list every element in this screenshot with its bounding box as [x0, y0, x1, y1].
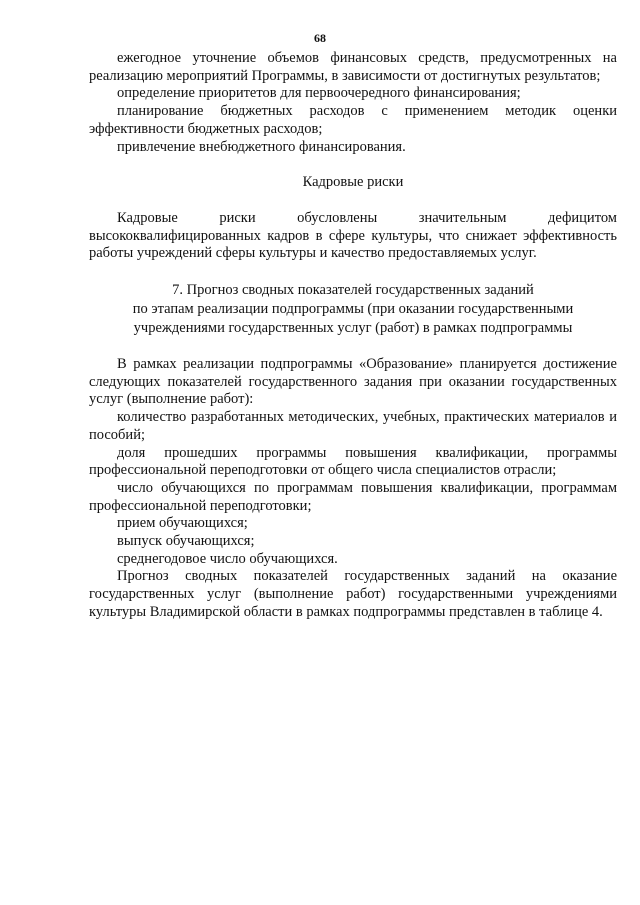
paragraph: ежегодное уточнение объемов финансовых средств, предусмотренных на реализацию мероприятий Программы, в зависимости от достигнутых результатов;	[89, 50, 617, 84]
paragraph: Прогноз сводных показателей государственных заданий на оказание государственных услуг (выполнение работ) государственными учреждениями культуры Владимирской области в рамках подпрограммы представлен в таблице 4.	[89, 568, 617, 620]
paragraph: В рамках реализации подпрограммы «Образование» планируется достижение следующих показателей государственного задания при оказании государственных услуг (выполнение работ):	[89, 356, 617, 408]
paragraph: доля прошедших программы повышения квалификации, программы профессиональной переподготовки от общего числа специалистов отрасли;	[89, 444, 617, 479]
section-7-title-line: учреждениями государственных услуг (работ) в рамках подпрограммы	[133, 320, 573, 337]
paragraph: выпуск обучающихся;	[117, 533, 255, 550]
section-7-title-line: по этапам реализации подпрограммы (при оказании государственными	[132, 301, 574, 318]
paragraph: Кадровые риски обусловлены значительным дефицитом высококвалифицированных кадров в сфере культуры, что снижает эффективность работы учреждений сферы культуры и качество предоставляемых услуг.	[89, 209, 617, 262]
paragraph: привлечение внебюджетного финансирования.	[117, 138, 406, 155]
paragraph: планирование бюджетных расходов с применением методик оценки эффективности бюджетных расходов;	[89, 103, 617, 137]
paragraph: среднегодовое число обучающихся.	[117, 550, 338, 567]
section-7-title-line: 7. Прогноз сводных показателей государственных заданий	[172, 282, 534, 299]
paragraph: определение приоритетов для первоочередного финансирования;	[117, 85, 521, 102]
document-body	[89, 50, 617, 622]
section-title-hr-risks: Кадровые риски	[302, 174, 404, 191]
paragraph: прием обучающихся;	[117, 515, 248, 532]
paragraph: число обучающихся по программам повышения квалификации, программам профессиональной переподготовки;	[89, 479, 617, 514]
page-number: 68	[314, 31, 326, 45]
section-7-title	[89, 281, 617, 338]
paragraph: количество разработанных методических, учебных, практических материалов и пособий;	[89, 409, 617, 443]
